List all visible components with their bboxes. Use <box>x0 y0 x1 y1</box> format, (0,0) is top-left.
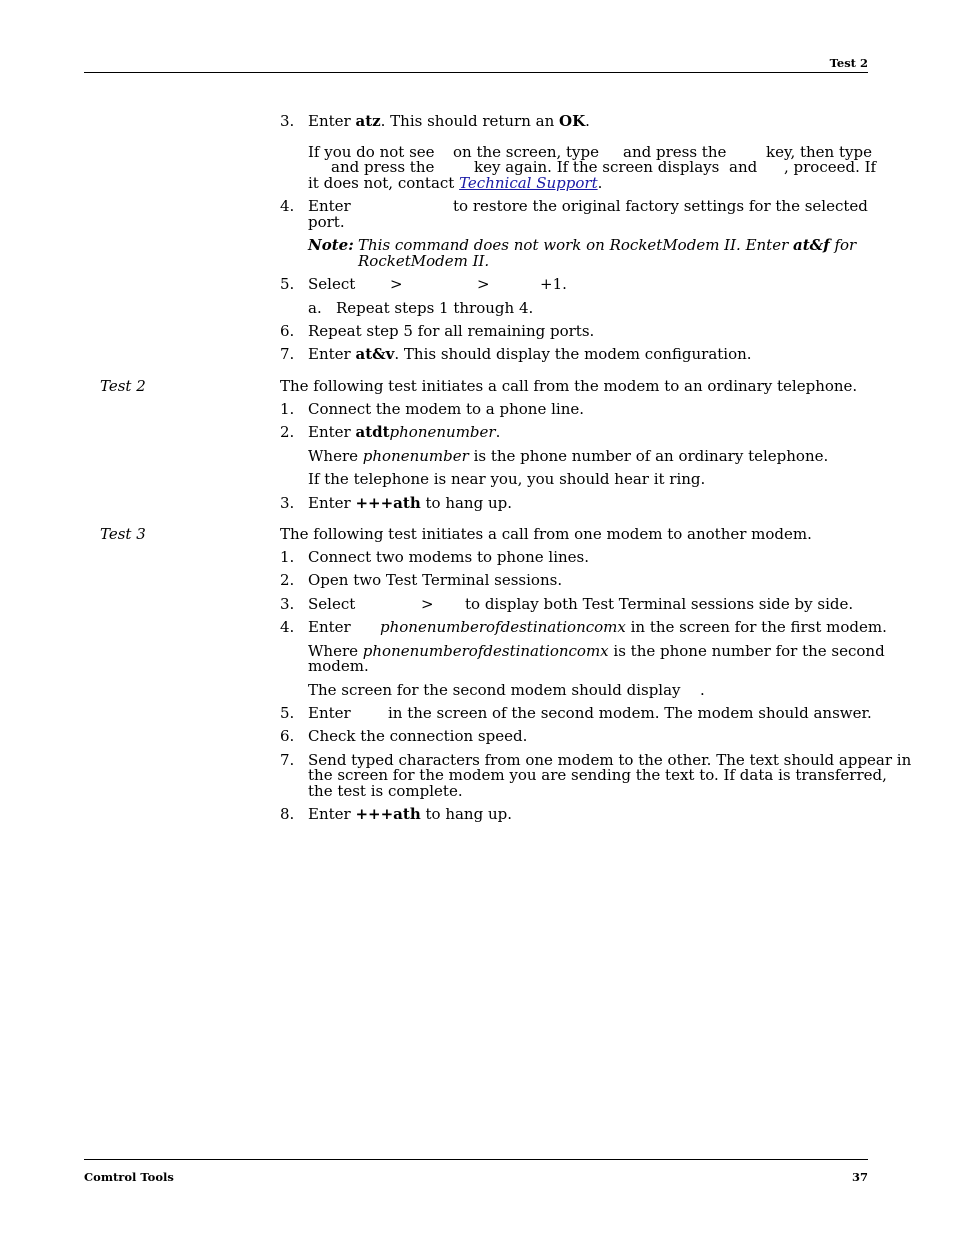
technical-support-link[interactable]: Technical Support <box>459 174 598 192</box>
menu-separator: > <box>477 275 490 293</box>
where-text: Where phonenumber is the phone number of an ordinary telephone. <box>308 447 829 465</box>
step-text: Enter <box>308 197 351 215</box>
ok-paragraph-line1: key, then type <box>766 143 872 161</box>
step-number: 5. <box>280 704 295 722</box>
ok-paragraph-line2: and <box>729 158 758 176</box>
step-number: 3. <box>280 112 295 130</box>
substep-text: Repeat steps 1 through 4. <box>336 299 534 317</box>
step-number: 2. <box>280 571 295 589</box>
ok-paragraph-line3: it does not, contact Technical Support. <box>308 174 603 192</box>
step-number: 5. <box>280 275 295 293</box>
step-number: 7. <box>280 751 295 769</box>
step-number: 1. <box>280 400 295 418</box>
where-text: Where phonenumberofdestinationcomx is the phone number for the second <box>308 642 885 660</box>
step-text: Check the connection speed. <box>308 727 528 745</box>
step-text: phonenumberofdestinationcomx in the screen for the first modem. <box>380 618 887 636</box>
step-text: the test is complete. <box>308 782 463 800</box>
menu-separator: > <box>421 595 434 613</box>
step-text: Enter at&v. This should display the modem configuration. <box>308 345 752 363</box>
ok-paragraph-line1: and press the <box>623 143 727 161</box>
test3-intro: The following test initiates a call from one modem to another modem. <box>280 525 812 543</box>
step-text: port. <box>308 213 345 231</box>
display-text: The screen for the second modem should display <box>308 681 681 699</box>
ok-paragraph-line1: If you do not see <box>308 143 435 161</box>
step-text: Select <box>308 595 356 613</box>
running-head: Test 2 <box>829 56 868 70</box>
step-text: Repeat step 5 for all remaining ports. <box>308 322 595 340</box>
note-label: Note: <box>308 236 354 254</box>
step-text: Enter +++ath to hang up. <box>308 494 512 512</box>
step-text: Send typed characters from one modem to the other. The text should appear in <box>308 751 912 769</box>
step-text: Connect two modems to phone lines. <box>308 548 590 566</box>
substep-label: a. <box>308 299 322 317</box>
step-text: Select <box>308 275 356 293</box>
ok-paragraph-line1: on the screen, type <box>453 143 599 161</box>
step-text: Open two Test Terminal sessions. <box>308 571 563 589</box>
side-heading-test3: Test 3 <box>100 525 146 543</box>
where-text: modem. <box>308 657 369 675</box>
footer-rule <box>84 1159 868 1160</box>
note-text: RocketModem II. <box>358 252 490 270</box>
step-text: Enter atdtphonenumber. <box>308 423 501 441</box>
ok-paragraph-line2: and press the <box>331 158 435 176</box>
step-number: 6. <box>280 322 295 340</box>
step-number: 6. <box>280 727 295 745</box>
step-number: 3. <box>280 595 295 613</box>
step-number: 4. <box>280 618 295 636</box>
step-text: to restore the original factory settings for the selected <box>453 197 868 215</box>
step-number: 4. <box>280 197 295 215</box>
step-number: 2. <box>280 423 295 441</box>
step-text: in the screen of the second modem. The modem should answer. <box>388 704 872 722</box>
step-text: Enter +++ath to hang up. <box>308 805 512 823</box>
ring-text: If the telephone is near you, you should hear it ring. <box>308 470 706 488</box>
step-text: the screen for the modem you are sending the text to. If data is transferred, <box>308 766 887 784</box>
test2-intro: The following test initiates a call from the modem to an ordinary telephone. <box>280 377 858 395</box>
step-number: 7. <box>280 345 295 363</box>
step-text: to display both Test Terminal sessions side by side. <box>465 595 854 613</box>
step-text: +1. <box>540 275 567 293</box>
page-number: 37 <box>851 1170 868 1184</box>
step-number: 1. <box>280 548 295 566</box>
ok-paragraph-line2: , proceed. If <box>784 158 877 176</box>
header-rule <box>84 72 868 73</box>
note-text: This command does not work on RocketModem II. Enter at&f for <box>358 236 857 254</box>
step-text: Connect the modem to a phone line. <box>308 400 584 418</box>
step-number: 3. <box>280 494 295 512</box>
step-text: Enter <box>308 618 351 636</box>
note <box>308 237 354 253</box>
ok-paragraph-line2: key again. If the screen displays <box>474 158 720 176</box>
display-text: . <box>700 681 705 699</box>
step-number: 8. <box>280 805 295 823</box>
footer-title: Comtrol Tools <box>84 1170 174 1184</box>
step-text: Enter atz. This should return an OK. <box>308 112 590 130</box>
side-heading-test2: Test 2 <box>100 377 146 395</box>
step-text: Enter <box>308 704 351 722</box>
menu-separator: > <box>390 275 403 293</box>
